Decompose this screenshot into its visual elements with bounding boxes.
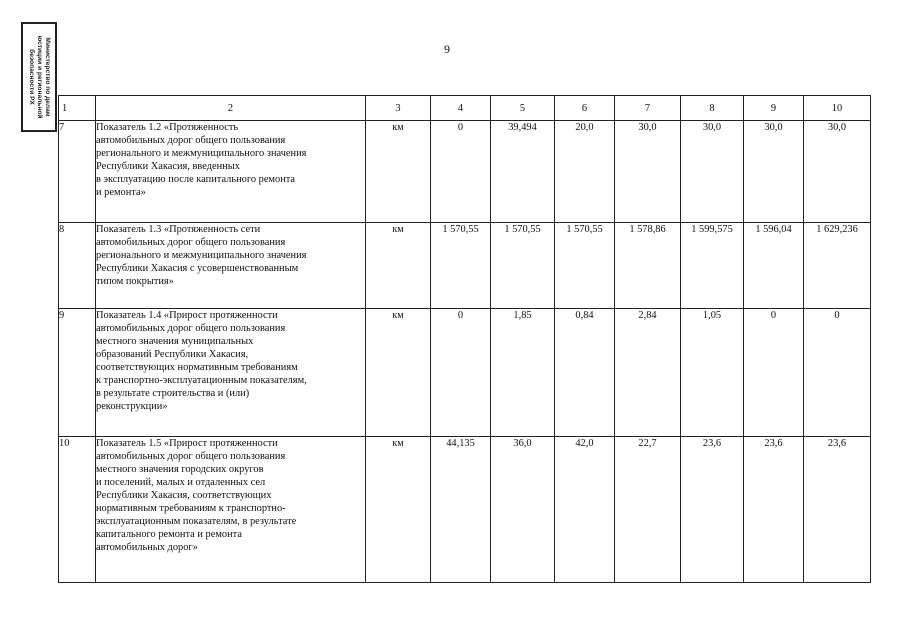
unit-cell: км [366, 121, 431, 223]
value-cell: 1 599,575 [681, 223, 744, 309]
value-cell: 0 [744, 309, 804, 437]
value-cell: 0 [804, 309, 871, 437]
table-row [59, 309, 871, 437]
value-cell: 1 570,55 [431, 223, 491, 309]
value-cell: 23,6 [681, 437, 744, 583]
value-cell: 1 629,236 [804, 223, 871, 309]
value-cell: 30,0 [681, 121, 744, 223]
value-cell: 23,6 [744, 437, 804, 583]
registration-stamp [21, 22, 57, 132]
row-number: 8 [59, 223, 96, 309]
value-cell: 44,135 [431, 437, 491, 583]
value-cell: 22,7 [615, 437, 681, 583]
indicator-name: Показатель 1.5 «Прирост протяженности автомобильных дорог общего пользования местного значения городских округов и поселений, малых и отдаленных сел Республики Хакасия, соответствующих нормативным требованиям к транспортно- эксплуатационным показателям, в результате капитального ремонта и ремонта автомобильных дорог» [96, 437, 366, 583]
row-number: 10 [59, 437, 96, 583]
header-cell: 4 [431, 96, 491, 121]
table-row [59, 121, 871, 223]
unit-cell: км [366, 437, 431, 583]
value-cell: 0 [431, 121, 491, 223]
indicators-table [58, 95, 871, 583]
value-cell: 0,84 [555, 309, 615, 437]
value-cell: 1 570,55 [491, 223, 555, 309]
value-cell: 1 570,55 [555, 223, 615, 309]
header-cell: 2 [96, 96, 366, 121]
value-cell: 39,494 [491, 121, 555, 223]
table-row [59, 437, 871, 583]
row-number: 7 [59, 121, 96, 223]
value-cell: 30,0 [804, 121, 871, 223]
value-cell: 30,0 [615, 121, 681, 223]
value-cell: 0 [431, 309, 491, 437]
unit-cell: км [366, 309, 431, 437]
value-cell: 1 578,86 [615, 223, 681, 309]
value-cell: 1,05 [681, 309, 744, 437]
value-cell: 36,0 [491, 437, 555, 583]
value-cell: 2,84 [615, 309, 681, 437]
value-cell: 20,0 [555, 121, 615, 223]
header-cell: 5 [491, 96, 555, 121]
row-number: 9 [59, 309, 96, 437]
value-cell: 1 596,04 [744, 223, 804, 309]
table-header-row [59, 96, 871, 121]
indicator-name: Показатель 1.2 «Протяженность автомобильных дорог общего пользования регионального и межмуниципального значения Республики Хакасия, введенных в эксплуатацию после капитального ремонта и ремонта» [96, 121, 366, 223]
value-cell: 23,6 [804, 437, 871, 583]
header-cell: 9 [744, 96, 804, 121]
header-cell: 3 [366, 96, 431, 121]
header-cell: 7 [615, 96, 681, 121]
page-number: 9 [444, 42, 450, 56]
unit-cell: км [366, 223, 431, 309]
table-row [59, 223, 871, 309]
value-cell: 42,0 [555, 437, 615, 583]
stamp-text: Министерство по делам юстиции и региональной безопасности РХ [28, 35, 51, 119]
header-cell: 1 [59, 96, 96, 121]
value-cell: 30,0 [744, 121, 804, 223]
value-cell: 1,85 [491, 309, 555, 437]
indicator-name: Показатель 1.3 «Протяженность сети автомобильных дорог общего пользования регионального и межмуниципального значения Республики Хакасия с усовершенствованным типом покрытия» [96, 223, 366, 309]
indicator-name: Показатель 1.4 «Прирост протяженности автомобильных дорог общего пользования местного значения муниципальных образований Республики Хакасия, соответствующих нормативным требованиям к транспортно-эксплуатационным показателям, в результате строительства и (или) реконструкции» [96, 309, 366, 437]
header-cell: 8 [681, 96, 744, 121]
header-cell: 10 [804, 96, 871, 121]
header-cell: 6 [555, 96, 615, 121]
